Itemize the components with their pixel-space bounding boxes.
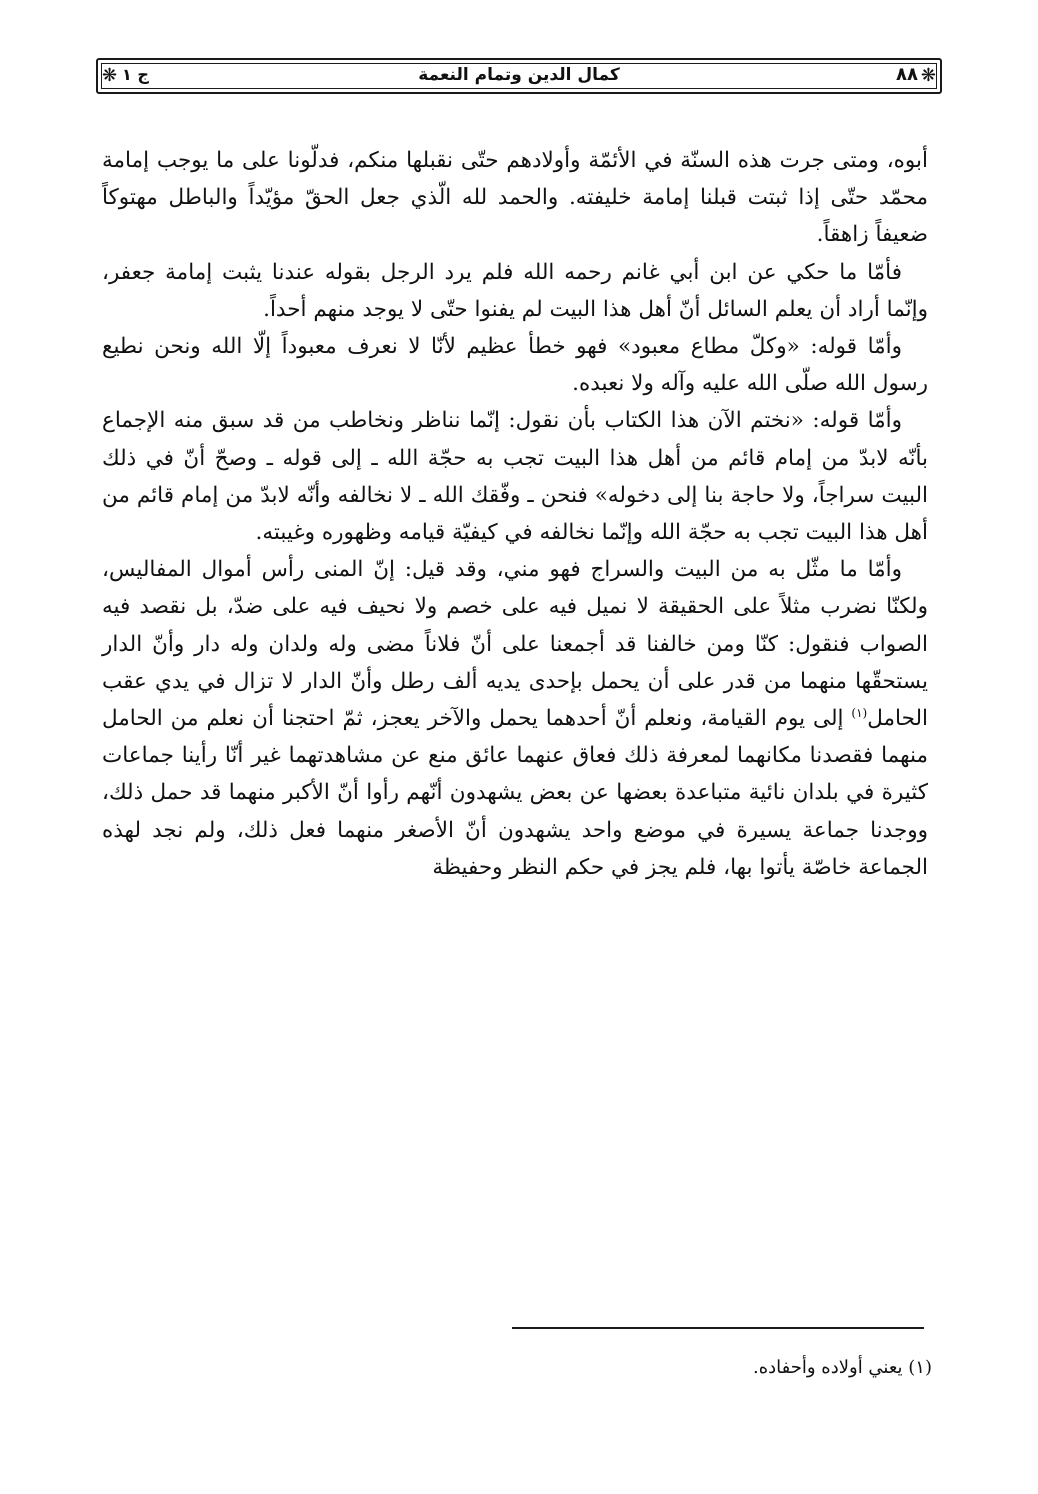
body-text bbox=[102, 142, 928, 886]
paragraph-text-tail: إلى يوم القيامة، ونعلم أنّ أحدهما يحمل والآخر يعجز، ثمّ احتجنا أن نعلم من الحامل منهما فقصدنا مكانهما لمعرفة ذلك فعاق عنهما عائق منع عن مشاهدتهما غير أنّا رأينا جماعات كثيرة في بلدان نائية متباعدة بعضها عن بعض يشهدون أنّهم رأوا أنّ الأكبر منهما قد حمل ذلك، ووجدنا جماعة يسيرة في موضع واحد يشهدون أنّ الأصغر منهما فعل ذلك، ولم نجد لهذه الجماعة خاصّة يأتوا بها، فلم يجز في حكم النظر وحفيظة bbox=[102, 706, 928, 880]
paragraph: فأمّا ما حكي عن ابن أبي غانم رحمه الله فلم يرد الرجل بقوله عندنا يثبت إمامة جعفر، وإنّما أراد أن يعلم السائل أنّ أهل هذا البيت لم يفنوا حتّى لا يوجد منهم أحداً. bbox=[102, 259, 928, 322]
header-title: كمال الدين وتمام النعمة bbox=[418, 65, 620, 85]
footnote: (١) يعني أولاده وأحفاده. bbox=[752, 1357, 932, 1378]
paragraph bbox=[102, 551, 928, 886]
ornament-left-icon: ❋ bbox=[102, 65, 118, 86]
footnote-divider bbox=[512, 1327, 924, 1329]
ornament-right-icon: ❋ bbox=[920, 65, 936, 86]
paragraph: أبوه، ومتى جرت هذه السنّة في الأئمّة وأولادهم حتّى نقبلها منكم، فدلّونا على ما يوجب إمامة محمّد حتّى إذا ثبتت قبلنا إمامة خليفته. والحمد لله الّذي جعل الحقّ مؤيّداً والباطل مهتوكاً ضعيفاً زاهقاً. bbox=[102, 148, 928, 248]
footnote-marker: (١) bbox=[851, 705, 868, 720]
volume-label: ج ١ bbox=[122, 65, 149, 84]
paragraph: وأمّا قوله: «نختم الآن هذا الكتاب بأن نقول: إنّما نناظر ونخاطب من قد سبق منه الإجماع بأنّه لابدّ من إمام قائم من أهل هذا البيت تجب به حجّة الله ـ إلى قوله ـ وصحّ أنّ في ذلك البيت سراجاً، ولا حاجة بنا إلى دخوله» فنحن ـ وفّقك الله ـ لا نخالفه وأنّه لابدّ من إمام قائم من أهل هذا البيت تجب به حجّة الله وإنّما نخالفه في كيفيّة قيامه وظهوره وغيبته. bbox=[102, 408, 928, 546]
paragraph-text: وأمّا ما مثّل به من البيت والسراج فهو مني، وقد قيل: إنّ المنى رأس أموال المفاليس، ولكنّا نضرب مثلاً على الحقيقة لا نميل فيه على خصم ولا نحيف فيه على ضدّ، بل نقصد فيه الصواب فنقول: كنّا ومن خالفنا قد أجمعنا على أنّ فلاناً مضى وله ولدان وله دار وأنّ الدار يستحقّها منهما من قدر على أن يحمل بإحدى يديه ألف رطل وأنّ الدار لا تزال في يدي عقب الحامل bbox=[102, 557, 928, 732]
paragraph: وأمّا قوله: «وكلّ مطاع معبود» فهو خطأ عظيم لأنّا لا نعرف معبوداً إلّا الله ونحن نطيع رسول الله صلّى الله عليه وآله ولا نعبده. bbox=[102, 334, 928, 397]
page-number: ٨٨ bbox=[896, 64, 918, 85]
running-header bbox=[96, 58, 942, 94]
